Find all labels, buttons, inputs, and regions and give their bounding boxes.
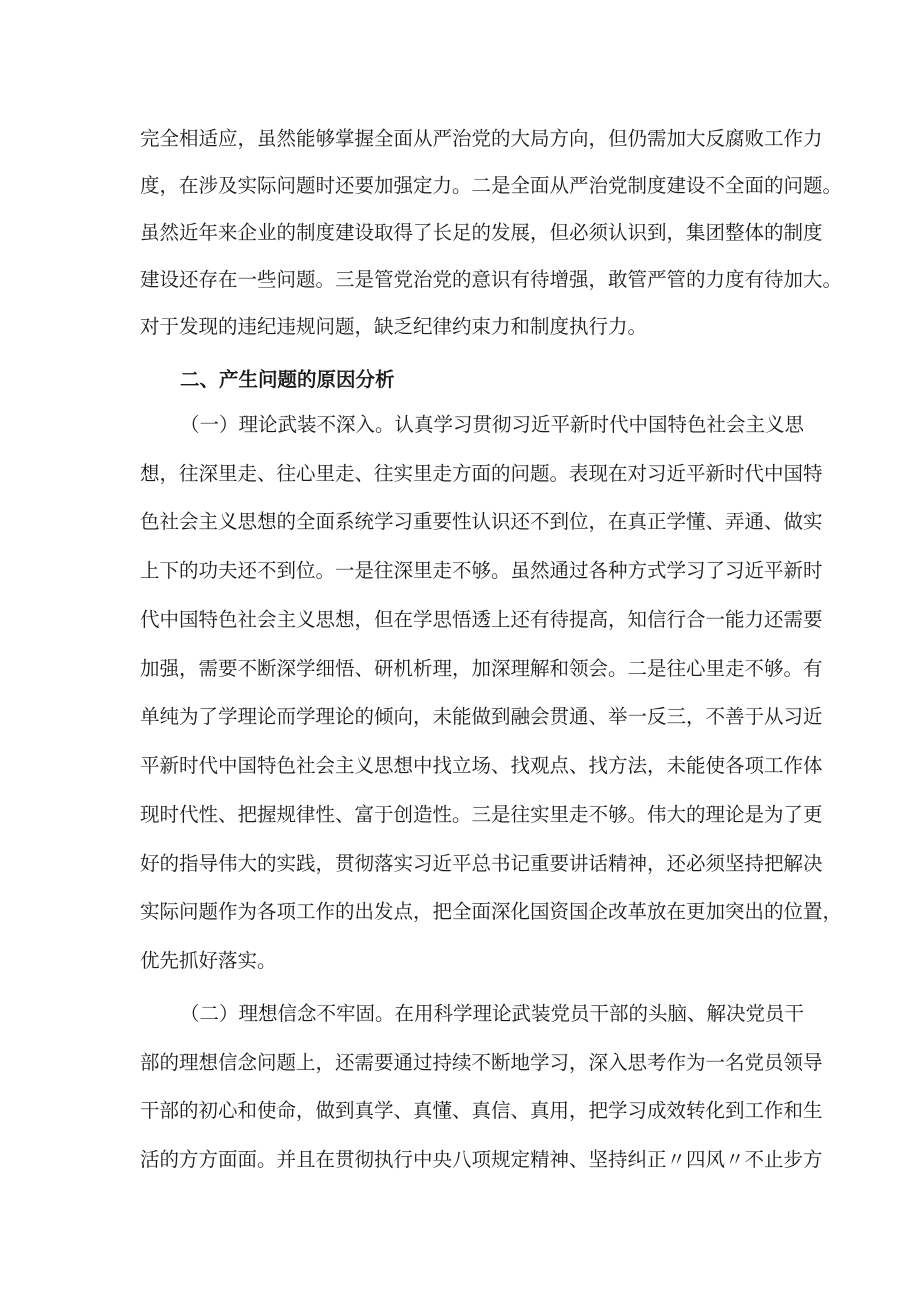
paragraph-line: 代中国特色社会主义思想，但在学思悟透上还有待提高，知信行合一能力还需要 bbox=[140, 608, 823, 631]
paragraph-line: 单纯为了学理论而学理论的倾向，未能做到融会贯通、举一反三，不善于从习近 bbox=[140, 705, 823, 728]
paragraph-line: 色社会主义思想的全面系统学习重要性认识还不到位，在真正学懂、弄通、做实 bbox=[140, 510, 823, 533]
paragraph-line: 活的方方面面。并且在贯彻执行中央八项规定精神、坚持纠正〃四风〃不止步方 bbox=[140, 1148, 823, 1171]
paragraph-line: 度，在涉及实际问题时还要加强定力。二是全面从严治党制度建设不全面的问题。 bbox=[140, 174, 843, 197]
paragraph-line: 好的指导伟大的实践，贯彻落实习近平总书记重要讲话精神，还必须坚持把解决 bbox=[140, 852, 823, 875]
paragraph-line: 部的理想信念问题上，还需要通过持续不断地学习，深入思考作为一名党员领导 bbox=[140, 1051, 823, 1074]
paragraph-line: 实际问题作为各项工作的出发点，把全面深化国资国企改革放在更加突出的位置， bbox=[140, 900, 843, 923]
paragraph-line: 加强，需要不断深学细悟、研机析理，加深理解和领会。二是往心里走不够。有 bbox=[140, 657, 823, 680]
paragraph-line: 干部的初心和使命，做到真学、真懂、真信、真用，把学习成效转化到工作和生 bbox=[140, 1099, 823, 1122]
paragraph-line: 虽然近年来企业的制度建设取得了长足的发展，但必须认识到，集团整体的制度 bbox=[140, 221, 823, 244]
paragraph-line: 上下的功夫还不到位。一是往深里走不够。虽然通过各种方式学习了习近平新时 bbox=[140, 559, 823, 582]
section-heading: 二、产生问题的原因分析 bbox=[180, 368, 395, 391]
paragraph-line: 平新时代中国特色社会主义思想中找立场、找观点、找方法，未能使各项工作体 bbox=[140, 754, 823, 777]
paragraph-line: 建设还存在一些问题。三是管党治党的意识有待增强，敢管严管的力度有待加大。 bbox=[140, 268, 843, 291]
paragraph-line: 对于发现的违纪违规问题，缺乏纪律约束力和制度执行力。 bbox=[140, 315, 648, 338]
paragraph-line: （二）理想信念不牢固。在用科学理论武装党员干部的头脑、解决党员干 bbox=[180, 1002, 805, 1025]
paragraph-line: 现时代性、把握规律性、富于创造性。三是往实里走不够。伟大的理论是为了更 bbox=[140, 803, 823, 826]
paragraph-line: （一）理论武装不深入。认真学习贯彻习近平新时代中国特色社会主义思 bbox=[180, 413, 805, 436]
paragraph-line: 优先抓好落实。 bbox=[140, 949, 277, 972]
paragraph-line: 想，往深里走、往心里走、往实里走方面的问题。表现在对习近平新时代中国特 bbox=[140, 462, 823, 485]
paragraph-line: 完全相适应，虽然能够掌握全面从严治党的大局方向，但仍需加大反腐败工作力 bbox=[140, 127, 823, 150]
